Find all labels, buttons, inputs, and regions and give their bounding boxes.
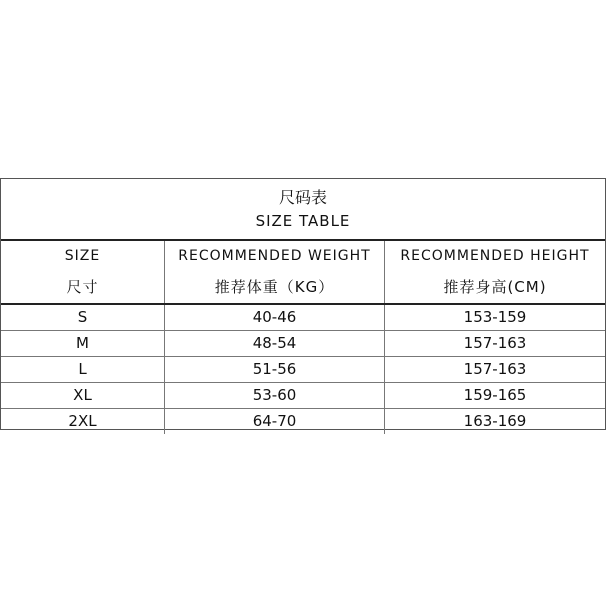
size-cell: L bbox=[1, 357, 165, 382]
size-cell: XL bbox=[1, 383, 165, 408]
table-title-block bbox=[1, 179, 605, 241]
header-weight-en: RECOMMENDED WEIGHT bbox=[165, 241, 385, 271]
height-cell: 157-163 bbox=[463, 360, 527, 378]
height-cell: 153-159 bbox=[463, 308, 527, 326]
table-title-cn: 尺码表 bbox=[278, 188, 327, 207]
table-row bbox=[1, 357, 605, 383]
header-height-en: RECOMMENDED HEIGHT bbox=[400, 248, 590, 264]
header-row-en bbox=[1, 241, 605, 271]
table-row bbox=[1, 383, 605, 409]
weight-cell: 64-70 bbox=[165, 409, 385, 434]
size-table bbox=[0, 178, 606, 430]
weight-cell: 51-56 bbox=[165, 357, 385, 382]
table-title-en: SIZE TABLE bbox=[255, 212, 351, 230]
weight-cell: 53-60 bbox=[165, 383, 385, 408]
header-size-en: SIZE bbox=[1, 241, 165, 271]
table-row bbox=[1, 305, 605, 331]
height-cell: 163-169 bbox=[463, 412, 527, 430]
table-row bbox=[1, 409, 605, 434]
header-weight-cn: 推荐体重（KG） bbox=[165, 271, 385, 303]
weight-cell: 48-54 bbox=[165, 331, 385, 356]
header-size-cn: 尺寸 bbox=[1, 271, 165, 303]
header-height-cn: 推荐身高(CM) bbox=[443, 278, 547, 296]
size-cell: 2XL bbox=[1, 409, 165, 434]
table-row bbox=[1, 331, 605, 357]
size-cell: M bbox=[1, 331, 165, 356]
height-cell: 157-163 bbox=[463, 334, 527, 352]
header-row-cn bbox=[1, 271, 605, 305]
height-cell: 159-165 bbox=[463, 386, 527, 404]
weight-cell: 40-46 bbox=[165, 305, 385, 330]
size-cell: S bbox=[1, 305, 165, 330]
